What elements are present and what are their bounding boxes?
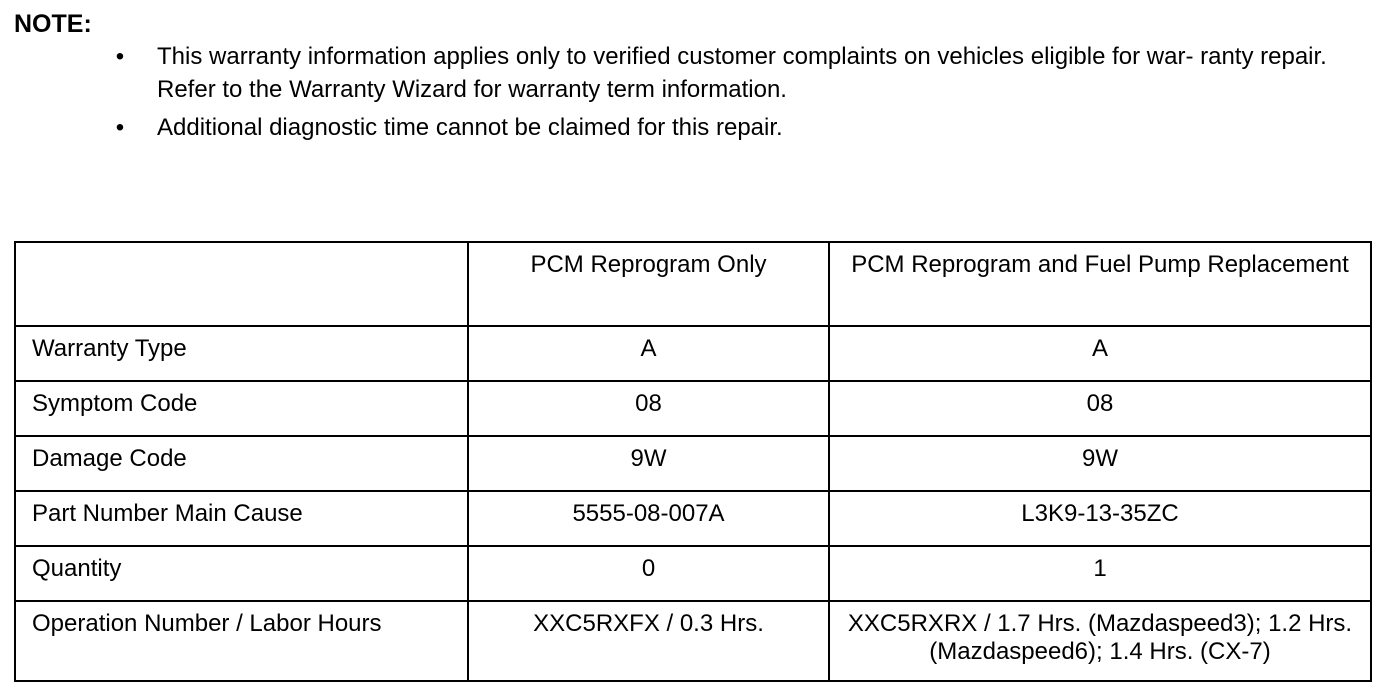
row-label: Warranty Type bbox=[15, 326, 468, 381]
row-label: Symptom Code bbox=[15, 381, 468, 436]
table-cell: 5555-08-007A bbox=[468, 491, 829, 546]
note-text: Additional diagnostic time cannot be claimed for this repair. bbox=[157, 114, 783, 141]
note-heading: NOTE: bbox=[14, 10, 92, 38]
note-item-warranty-info bbox=[0, 40, 1392, 106]
table-cell: 0 bbox=[468, 546, 829, 601]
table-cell: 1 bbox=[829, 546, 1371, 601]
table-cell: A bbox=[468, 326, 829, 381]
table-row bbox=[15, 491, 1371, 546]
row-label: Damage Code bbox=[15, 436, 468, 491]
bullet-icon: • bbox=[115, 43, 125, 70]
table-cell: 08 bbox=[829, 381, 1371, 436]
row-label: Operation Number / Labor Hours bbox=[15, 601, 468, 681]
table-row bbox=[15, 601, 1371, 681]
table-cell: 9W bbox=[468, 436, 829, 491]
table-cell: A bbox=[829, 326, 1371, 381]
table-cell: 9W bbox=[829, 436, 1371, 491]
note-list bbox=[0, 40, 1392, 149]
table-row bbox=[15, 436, 1371, 491]
bullet-icon: • bbox=[115, 114, 125, 141]
row-label: Quantity bbox=[15, 546, 468, 601]
header-cell-pcm-reprogram-only: PCM Reprogram Only bbox=[468, 242, 829, 326]
warranty-table bbox=[14, 241, 1372, 682]
note-text: This warranty information applies only to verified customer complaints on vehicles eligible for war- ranty repair. Refer to the Warranty Wizard for warranty term information. bbox=[157, 43, 1327, 103]
header-cell-pcm-reprogram-fuel-pump: PCM Reprogram and Fuel Pump Replacement bbox=[829, 242, 1371, 326]
note-item-diagnostic-time bbox=[0, 111, 1392, 144]
table-cell: L3K9-13-35ZC bbox=[829, 491, 1371, 546]
header-cell-label bbox=[15, 242, 468, 326]
table-row bbox=[15, 381, 1371, 436]
table-row bbox=[15, 326, 1371, 381]
table-row bbox=[15, 546, 1371, 601]
table-header-row bbox=[15, 242, 1371, 326]
table-cell: 08 bbox=[468, 381, 829, 436]
table-cell: XXC5RXFX / 0.3 Hrs. bbox=[468, 601, 829, 681]
table-cell: XXC5RXRX / 1.7 Hrs. (Mazdaspeed3); 1.2 Hrs. (Mazdaspeed6); 1.4 Hrs. (CX-7) bbox=[829, 601, 1371, 681]
row-label: Part Number Main Cause bbox=[15, 491, 468, 546]
